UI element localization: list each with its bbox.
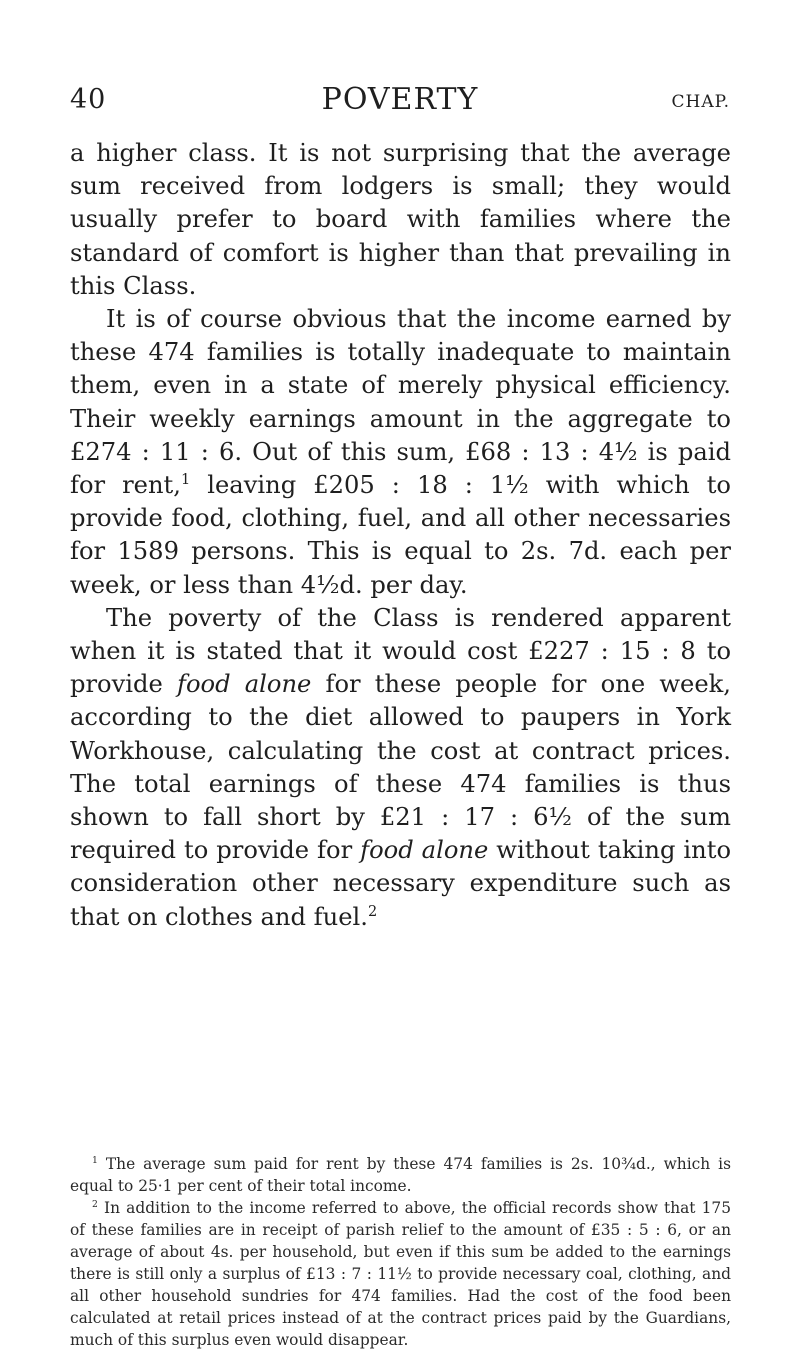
footnote-2-mark: 2 xyxy=(92,1198,98,1210)
body-text xyxy=(70,137,731,934)
footnote-ref-2: 2 xyxy=(367,903,378,920)
footnote-2 xyxy=(70,1197,731,1351)
paragraph-3-text-b: for these people for one week, according to the diet allowed to paupers in York Workhouse, calculating the cost at contract prices. The total earnings of these 474 families is thus shown to fall short by £21 : 17 : 6½ of the sum required to provide for xyxy=(70,670,731,865)
paragraph-2-text-a: It is of course obvious that the income earned by these 474 families is totally inadequate to maintain them, even in a state of merely physical efficiency. Their weekly earnings amount in the aggregate to £274 : 11 : 6. Out of this sum, £68 : 13 : 4½ is paid for rent, xyxy=(70,305,731,500)
paragraph-3 xyxy=(70,602,731,934)
page-number: 40 xyxy=(70,84,107,115)
footnote-1 xyxy=(70,1153,731,1197)
footnote-1-text: The average sum paid for rent by these 474 families is 2s. 10¾d., which is equal to 25·1 per cent of their total income. xyxy=(70,1155,731,1195)
chapter-mark: CHAP. xyxy=(671,92,730,112)
paragraph-2-text-b: leaving £205 : 18 : 1½ with which to provide food, clothing, fuel, and all other necessaries for 1589 persons. This is equal to 2s. 7d. each per week, or less than 4½d. per day. xyxy=(70,471,731,599)
paragraph-1-text: a higher class. It is not surprising that the average sum received from lodgers is small; they would usually prefer to board with families where the standard of comfort is higher than that prevailing in this Class. xyxy=(70,139,731,300)
footnote-1-mark: 1 xyxy=(92,1154,98,1166)
paragraph-2 xyxy=(70,303,731,602)
paragraph-3-emphasis-2: food alone xyxy=(360,836,489,865)
footnote-2-text: In addition to the income referred to above, the official records show that 175 of these families are in receipt of parish relief to the amount of £35 : 5 : 6, or an average of about 4s. per household, but even if this sum be added to the earnings there is still only a surplus of £13 : 7 : 11½ to provide necessary coal, clothing, and all other household sundries for 474 families. Had the cost of the food been calculated at retail prices instead of at the contract prices paid by the Guardians, much of this surplus even would disappear. xyxy=(70,1199,731,1349)
footnote-ref-1: 1 xyxy=(180,471,191,488)
footnotes xyxy=(70,1153,731,1351)
paragraph-1 xyxy=(70,137,731,303)
paragraph-3-text-c: without taking into consideration other necessary expenditure such as that on clothes and fuel. xyxy=(70,836,732,931)
running-title: POVERTY xyxy=(321,82,479,117)
paragraph-3-text-a: The poverty of the Class is rendered apparent when it is stated that it would cost £227 : 15 : 8 to provide xyxy=(70,603,731,699)
page-header xyxy=(70,80,730,120)
paragraph-3-emphasis-1: food alone xyxy=(177,670,312,699)
